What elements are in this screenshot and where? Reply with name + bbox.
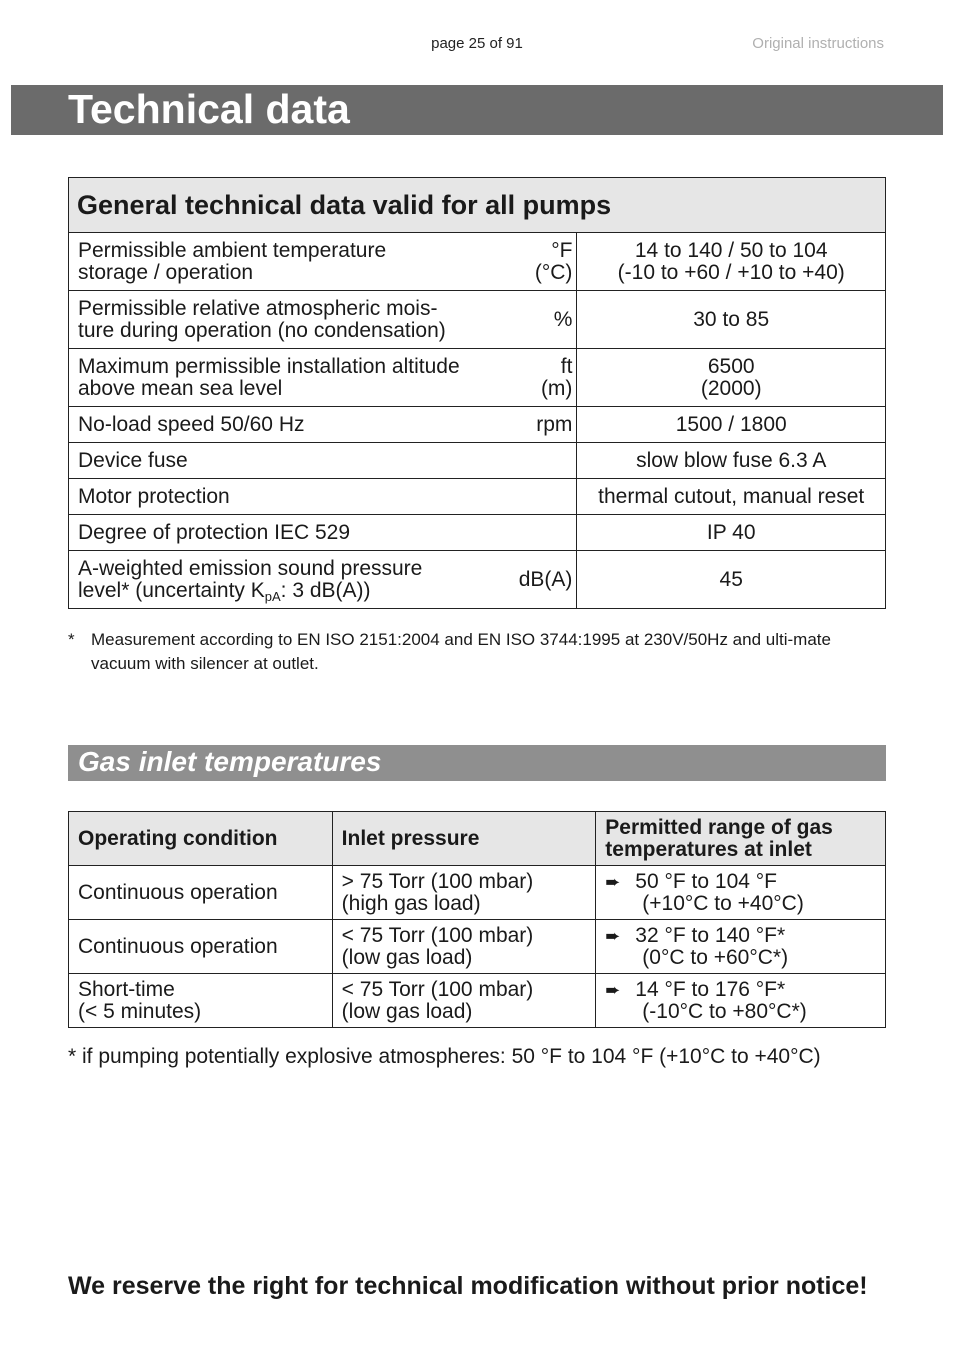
row-label: A-weighted emission sound pressure level* (uncertainty $K_{pA}$: 3 dB(A)) bbox=[69, 551, 498, 609]
table-caption: General technical data valid for all pumps bbox=[69, 178, 886, 233]
row-label: Maximum permissible installation altitude above mean sea level bbox=[69, 349, 498, 407]
row-label: Permissible relative atmospheric mois- ture during operation (no condensation) bbox=[69, 291, 498, 349]
row-unit: dB(A) bbox=[498, 551, 577, 609]
column-header: Permitted range of gas temperatures at inlet bbox=[596, 812, 886, 866]
right-arrow-icon: ➨ bbox=[605, 871, 621, 892]
table-row bbox=[69, 515, 886, 551]
table-row bbox=[69, 479, 886, 515]
document-type-label: Original instructions bbox=[752, 35, 884, 52]
operating-condition-cell: Continuous operation bbox=[69, 920, 333, 974]
table-row bbox=[69, 974, 886, 1028]
table-row bbox=[69, 443, 886, 479]
column-header: Inlet pressure bbox=[332, 812, 596, 866]
page-title: Technical data bbox=[68, 86, 350, 132]
row-value: thermal cutout, manual reset bbox=[577, 479, 886, 515]
table-row bbox=[69, 920, 886, 974]
footnote-marker: * bbox=[68, 630, 75, 649]
operating-condition-cell: Short-time (< 5 minutes) bbox=[69, 974, 333, 1028]
general-technical-data-table bbox=[68, 177, 886, 609]
row-value: 45 bbox=[577, 551, 886, 609]
section-header-bar bbox=[68, 745, 886, 781]
row-value: 1500 / 1800 bbox=[577, 407, 886, 443]
inlet-pressure-cell: < 75 Torr (100 mbar) (low gas load) bbox=[332, 920, 596, 974]
row-value: slow blow fuse 6.3 A bbox=[577, 443, 886, 479]
footnote-text: Measurement according to EN ISO 2151:2004 and EN ISO 3744:1995 at 230V/50Hz and ulti-mate vacuum with silencer at outlet. bbox=[91, 630, 831, 673]
temperature-range-cell: ➨ 14 °F to 176 °F* (-10°C to +80°C*) bbox=[596, 974, 886, 1028]
table-header-row bbox=[69, 812, 886, 866]
title-bar bbox=[11, 85, 943, 135]
row-label: No-load speed 50/60 Hz bbox=[69, 407, 498, 443]
table-row bbox=[69, 866, 886, 920]
row-unit: rpm bbox=[498, 407, 577, 443]
column-header: Operating condition bbox=[69, 812, 333, 866]
row-value: 6500 (2000) bbox=[577, 349, 886, 407]
explosive-atmosphere-footnote: * if pumping potentially explosive atmospheres: 50 °F to 104 °F (+10°C to +40°C) bbox=[68, 1045, 821, 1068]
row-label: Degree of protection IEC 529 bbox=[69, 515, 577, 551]
temperature-range-cell: ➨ 50 °F to 104 °F (+10°C to +40°C) bbox=[596, 866, 886, 920]
table-row bbox=[69, 349, 886, 407]
table-row bbox=[69, 291, 886, 349]
row-unit: % bbox=[498, 291, 577, 349]
operating-condition-cell: Continuous operation bbox=[69, 866, 333, 920]
row-value: IP 40 bbox=[577, 515, 886, 551]
row-label: Device fuse bbox=[69, 443, 577, 479]
measurement-footnote bbox=[68, 628, 886, 676]
section-heading: Gas inlet temperatures bbox=[78, 746, 382, 777]
row-value: 14 to 140 / 50 to 104 (-10 to +60 / +10 to +40) bbox=[577, 233, 886, 291]
page-number: page 25 of 91 bbox=[431, 35, 523, 52]
right-arrow-icon: ➨ bbox=[605, 979, 621, 1000]
row-unit: °F (°C) bbox=[498, 233, 577, 291]
temperature-range-cell: ➨ 32 °F to 140 °F* (0°C to +60°C*) bbox=[596, 920, 886, 974]
gas-inlet-temperatures-table bbox=[68, 811, 886, 1028]
row-unit: ft (m) bbox=[498, 349, 577, 407]
row-label: Permissible ambient temperature storage / operation bbox=[69, 233, 498, 291]
inlet-pressure-cell: > 75 Torr (100 mbar) (high gas load) bbox=[332, 866, 596, 920]
row-value: 30 to 85 bbox=[577, 291, 886, 349]
row-label: Motor protection bbox=[69, 479, 577, 515]
modification-notice: We reserve the right for technical modification without prior notice! bbox=[68, 1272, 868, 1300]
table-row bbox=[69, 233, 886, 291]
table-row bbox=[69, 551, 886, 609]
table-row bbox=[69, 407, 886, 443]
right-arrow-icon: ➨ bbox=[605, 925, 621, 946]
inlet-pressure-cell: < 75 Torr (100 mbar) (low gas load) bbox=[332, 974, 596, 1028]
